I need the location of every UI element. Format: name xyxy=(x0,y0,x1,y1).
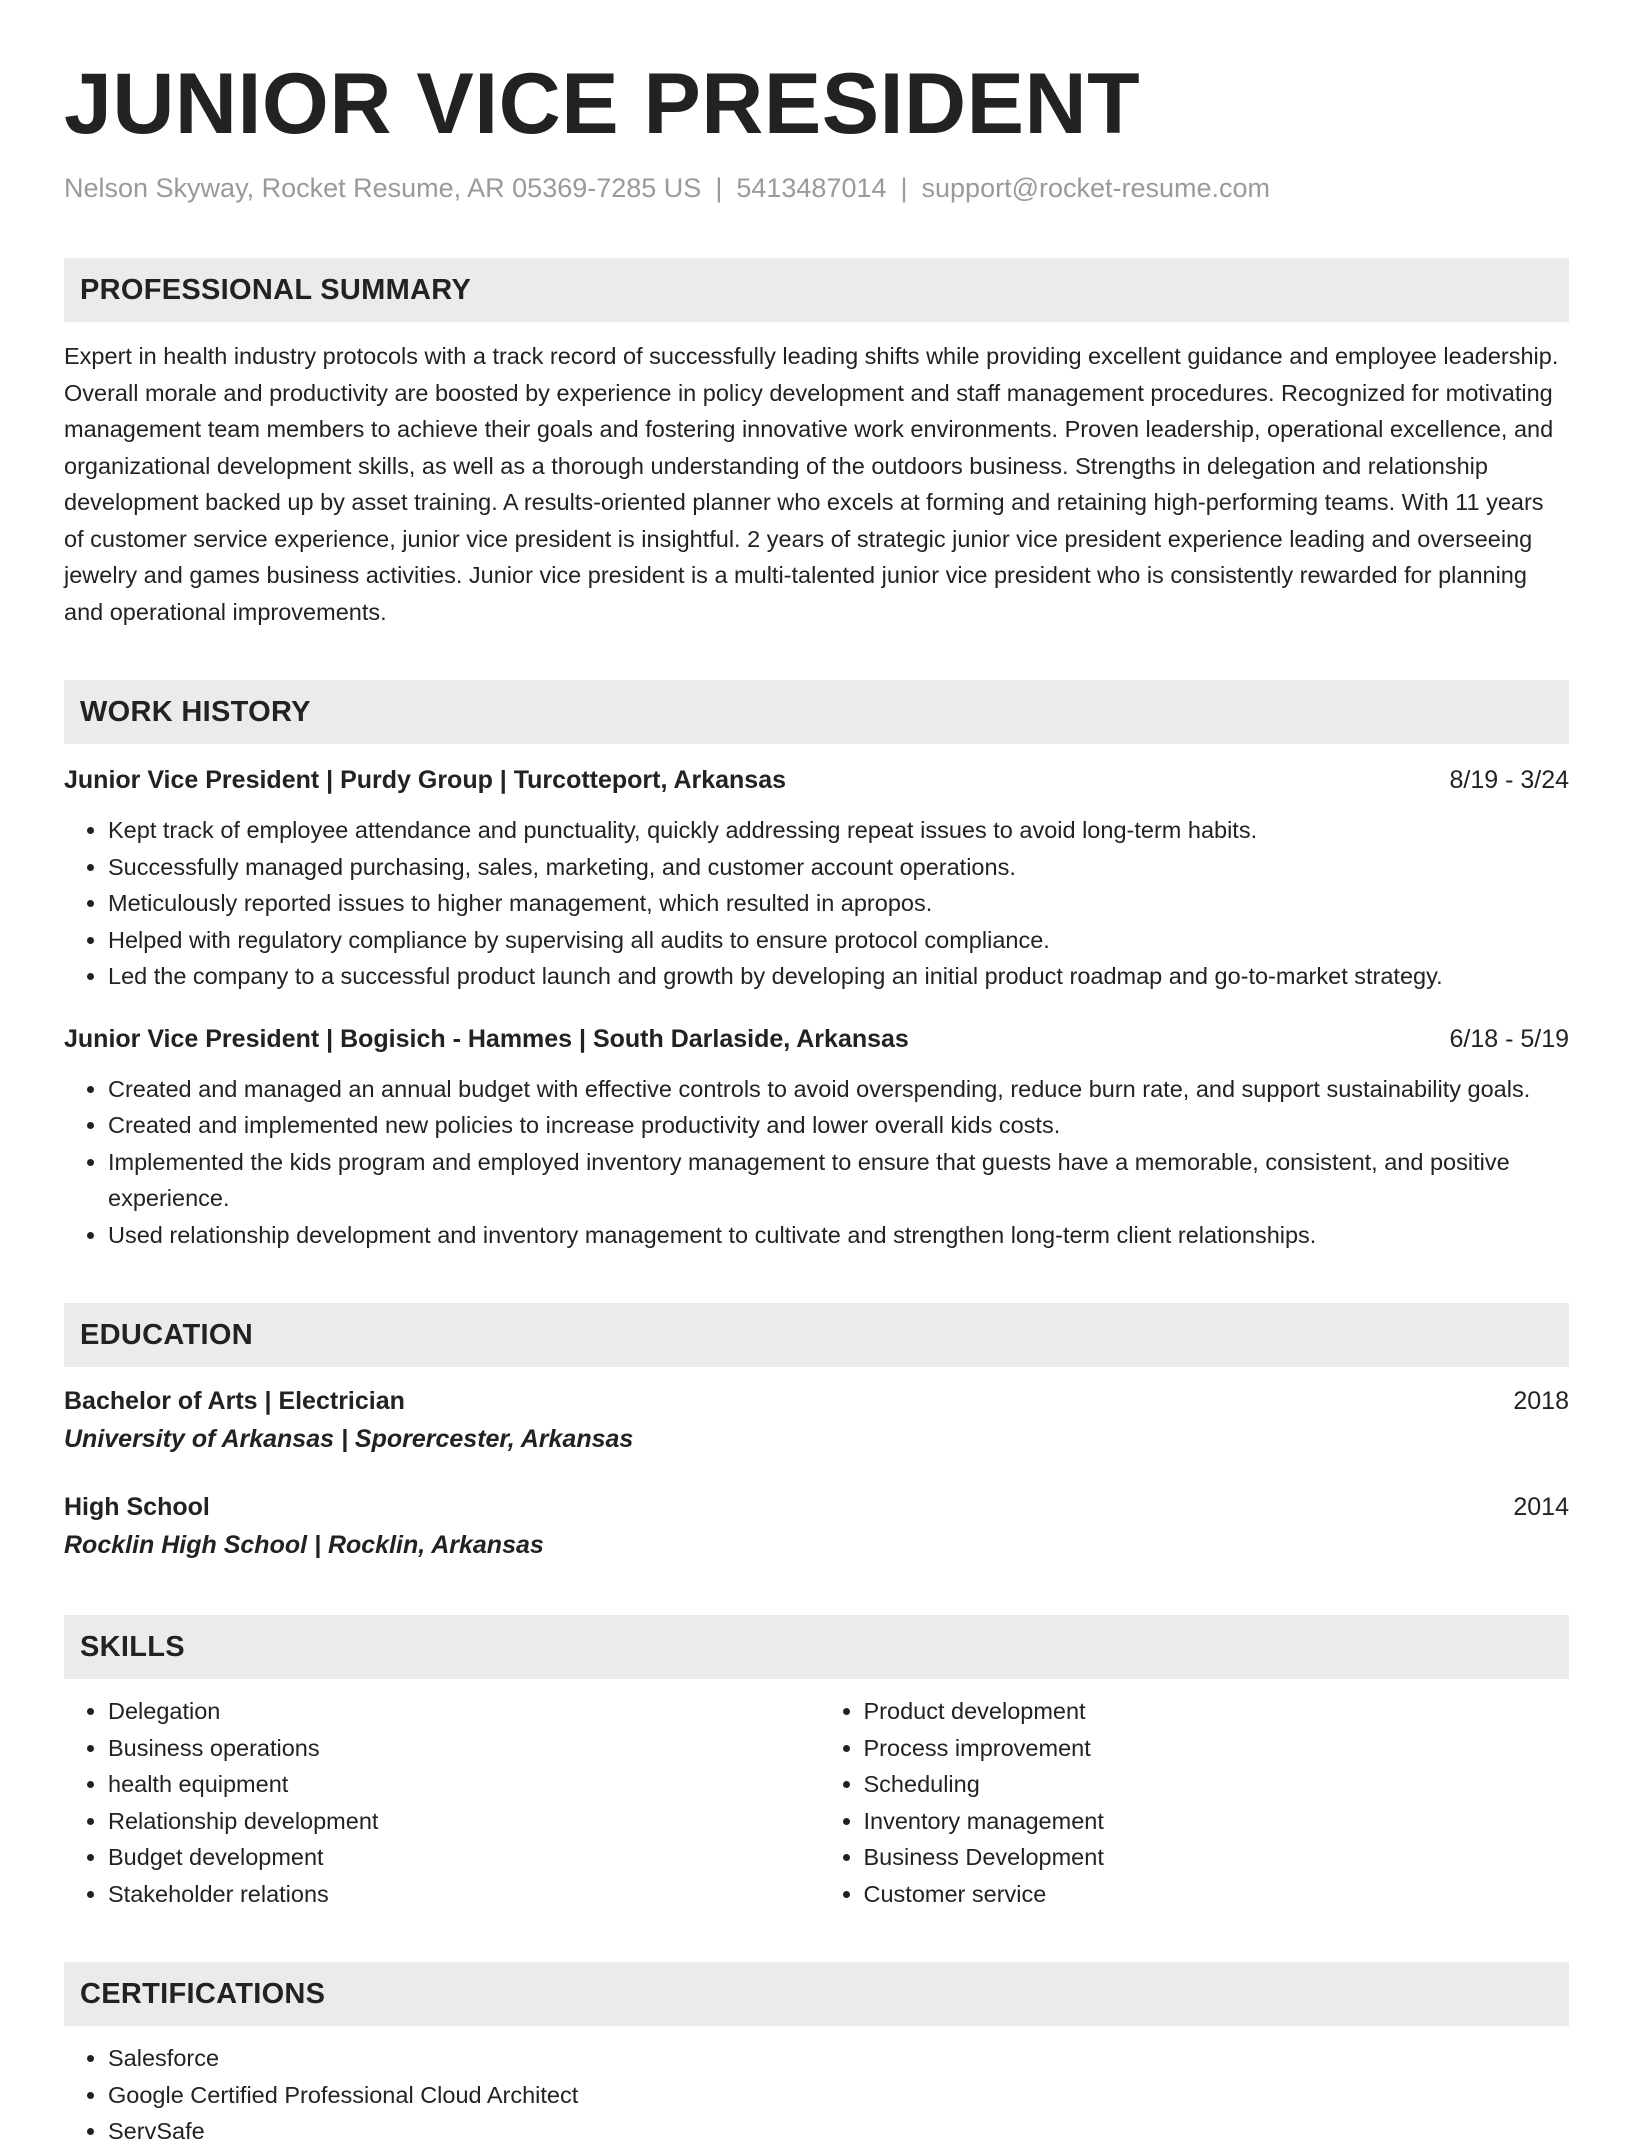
section-header-work-history: WORK HISTORY xyxy=(64,680,1569,744)
contact-line xyxy=(64,170,1569,206)
education-degree: Bachelor of Arts | Electrician xyxy=(64,1387,405,1415)
education-year: 2018 xyxy=(1513,1387,1569,1415)
skills-column-left xyxy=(64,1693,817,1912)
job-bullet: • Implemented the kids program and employed inventory management to ensure that guests have a memorable, consistent, and positive experience. xyxy=(108,1144,1569,1217)
job-bullet: • Created and implemented new policies to increase productivity and lower overall kids costs. xyxy=(108,1107,1569,1144)
skill-item: • Business Development xyxy=(864,1839,1570,1876)
education-header xyxy=(64,1383,1569,1419)
job-bullets xyxy=(64,1071,1569,1254)
summary-text: Expert in health industry protocols with a track record of successfully leading shifts while providing excellent guidance and employee leadership. Overall morale and productivity are boosted by experience in policy development and staff management procedures. Recognized for motivating management team members to achieve their goals and fostering innovative work environments. Proven leadership, operational excellence, and organizational development skills, as well as a thorough understanding of the outdoors business. Strengths in delegation and relationship development backed up by asset training. A results-oriented planner who excels at forming and retaining high-performing teams. With 11 years of customer service experience, junior vice president is insightful. 2 years of strategic junior vice president experience leading and overseeing jewelry and games business activities. Junior vice president is a multi-talented junior vice president who is consistently rewarded for planning and operational improvements. xyxy=(64,343,1559,625)
contact-separator: | xyxy=(715,173,723,203)
skill-item: • Product development xyxy=(864,1693,1570,1730)
skills-list xyxy=(64,1693,1569,1912)
job-bullet: • Meticulously reported issues to higher management, which resulted in apropos. xyxy=(108,885,1569,922)
job-entry xyxy=(64,762,1569,995)
education-school: University of Arkansas | Sporercester, Arkansas xyxy=(64,1425,634,1453)
job-bullet: • Led the company to a successful product launch and growth by developing an initial product roadmap and go-to-market strategy. xyxy=(108,958,1569,995)
job-dates: 8/19 - 3/24 xyxy=(1449,766,1569,794)
job-bullet: • Successfully managed purchasing, sales, marketing, and customer account operations. xyxy=(108,849,1569,886)
education-entry xyxy=(64,1489,1569,1565)
skill-item: • Relationship development xyxy=(108,1803,817,1840)
contact-email: support@rocket-resume.com xyxy=(921,173,1271,203)
section-header-education: EDUCATION xyxy=(64,1303,1569,1367)
certifications-list xyxy=(64,2040,1569,2150)
skill-item: • Business operations xyxy=(108,1730,817,1767)
education-year: 2014 xyxy=(1513,1493,1569,1521)
resume-name: JUNIOR VICE PRESIDENT xyxy=(64,56,1141,152)
section-header-certifications: CERTIFICATIONS xyxy=(64,1962,1569,2026)
skill-item: • Process improvement xyxy=(864,1730,1570,1767)
skill-item: • Stakeholder relations xyxy=(108,1876,817,1913)
job-bullet: • Created and managed an annual budget with effective controls to avoid overspending, reduce burn rate, and support sustainability goals. xyxy=(108,1071,1569,1108)
job-bullet: • Used relationship development and inventory management to cultivate and strengthen long-term client relationships. xyxy=(108,1217,1569,1254)
job-header xyxy=(64,762,1569,798)
contact-address: Nelson Skyway, Rocket Resume, AR 05369-7285 US xyxy=(64,173,702,203)
job-title: Junior Vice President | Bogisich - Hammes | South Darlaside, Arkansas xyxy=(64,1024,909,1053)
contact-phone: 5413487014 xyxy=(736,173,887,203)
job-dates: 6/18 - 5/19 xyxy=(1449,1024,1569,1053)
job-bullet: • Helped with regulatory compliance by supervising all audits to ensure protocol compliance. xyxy=(108,922,1569,959)
skill-item: • Inventory management xyxy=(864,1803,1570,1840)
job-entry xyxy=(64,1021,1569,1254)
job-header xyxy=(64,1021,1569,1057)
skill-item: • Delegation xyxy=(108,1693,817,1730)
skill-item: • health equipment xyxy=(108,1766,817,1803)
skill-item: • Scheduling xyxy=(864,1766,1570,1803)
job-title: Junior Vice President | Purdy Group | Turcotteport, Arkansas xyxy=(64,766,787,794)
education-degree: High School xyxy=(64,1493,210,1521)
certification-item: • Google Certified Professional Cloud Architect xyxy=(108,2077,1569,2114)
job-bullet: • Kept track of employee attendance and punctuality, quickly addressing repeat issues to avoid long-term habits. xyxy=(108,812,1569,849)
contact-separator: | xyxy=(900,173,908,203)
skill-item: • Customer service xyxy=(864,1876,1570,1913)
certification-item: • ServSafe xyxy=(108,2113,1569,2150)
skills-column-right xyxy=(817,1693,1570,1912)
education-school: Rocklin High School | Rocklin, Arkansas xyxy=(64,1531,544,1559)
certification-item: • Salesforce xyxy=(108,2040,1569,2077)
section-header-skills: SKILLS xyxy=(64,1615,1569,1679)
education-header xyxy=(64,1489,1569,1525)
skill-item: • Budget development xyxy=(108,1839,817,1876)
education-entry xyxy=(64,1383,1569,1459)
job-bullets xyxy=(64,812,1569,995)
section-header-summary: PROFESSIONAL SUMMARY xyxy=(64,258,1569,322)
